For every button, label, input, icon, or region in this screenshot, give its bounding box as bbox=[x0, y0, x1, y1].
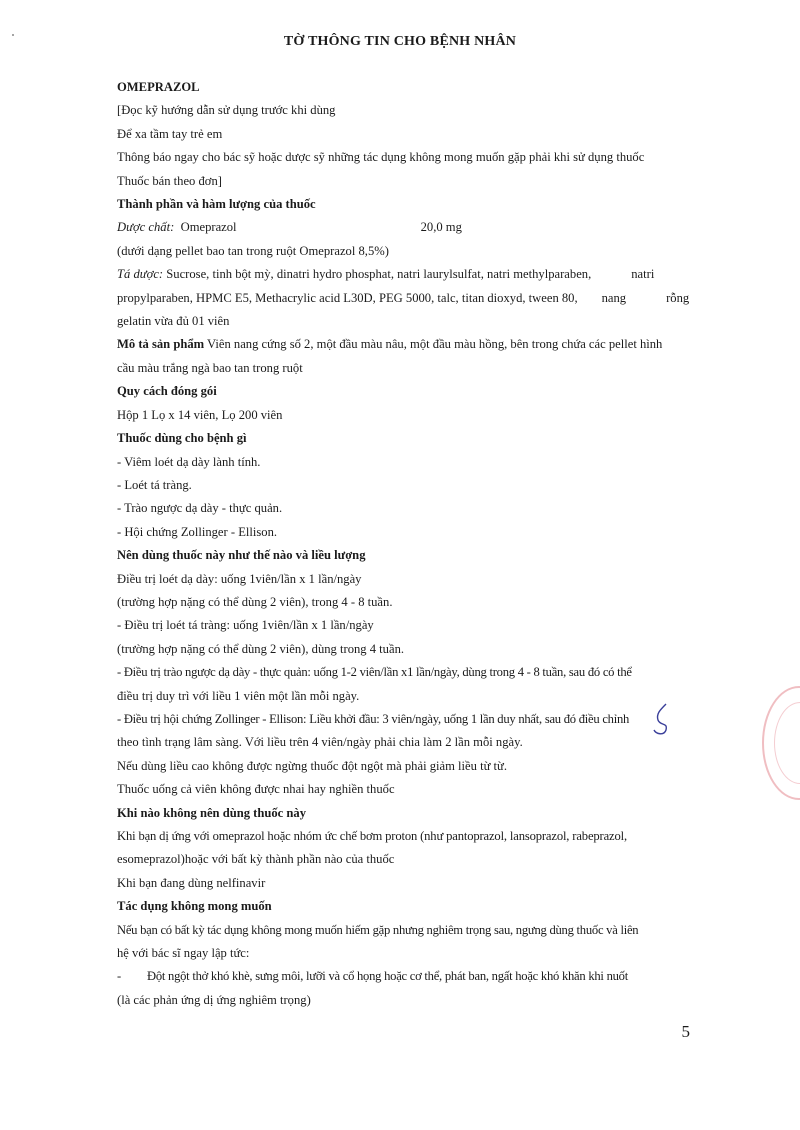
excipient-text: natri bbox=[631, 267, 655, 282]
description-text: Viên nang cứng số 2, một đầu màu nâu, một đầu màu hồng, bên trong chứa các pellet hình bbox=[207, 337, 663, 352]
side-effects-heading: Tác dụng không mong muốn bbox=[117, 899, 272, 914]
dosage-heading: Nên dùng thuốc này như thế nào và liều lượng bbox=[117, 548, 366, 563]
active-name: Omeprazol bbox=[180, 220, 237, 235]
list-item: - Hội chứng Zollinger - Ellison. bbox=[117, 524, 278, 539]
active-note: (dưới dạng pellet bao tan trong ruột Omeprazol 8,5%) bbox=[117, 243, 389, 258]
excipient-label: Tá dược: bbox=[117, 267, 164, 282]
side-effect-line: (là các phản ứng dị ứng nghiêm trọng) bbox=[117, 992, 311, 1007]
contraindication-line: esomeprazol)hoặc với bất kỳ thành phần nào của thuốc bbox=[117, 852, 395, 867]
dosage-line: Thuốc uống cả viên không được nhai hay nghiền thuốc bbox=[117, 782, 395, 797]
side-effect-text: Đột ngột thở khó khè, sưng môi, lưỡi và cổ họng hoặc cơ thể, phát ban, ngất hoặc khó khăn khi nuốt bbox=[147, 969, 628, 984]
active-ingredient-row bbox=[117, 216, 709, 239]
list-item: - Viêm loét dạ dày lành tính. bbox=[117, 454, 261, 469]
drug-name: OMEPRAZOL bbox=[117, 80, 200, 94]
indications-heading: Thuốc dùng cho bệnh gì bbox=[117, 431, 247, 446]
active-label: Dược chất: bbox=[117, 220, 175, 235]
dosage-line: theo tình trạng lâm sàng. Với liều trên 4 viên/ngày phải chia làm 2 lần mỗi ngày. bbox=[117, 735, 523, 750]
dosage-line: (trường hợp nặng có thể dùng 2 viên), dùng trong 4 tuần. bbox=[117, 641, 405, 656]
excipient-text: nang bbox=[601, 290, 627, 305]
page-number: 5 bbox=[681, 1022, 690, 1041]
warning-line: Để xa tầm tay trẻ em bbox=[117, 126, 223, 141]
dosage-line: - Điều trị trào ngược dạ dày - thực quản: uống 1-2 viên/lần x1 lần/ngày, dùng trong 4 - 8 tuần, sau đó có thể bbox=[117, 665, 632, 680]
packaging-text: Hộp 1 Lọ x 14 viên, Lọ 200 viên bbox=[117, 407, 283, 422]
excipient-text: Sucrose, tinh bột mỳ, dinatri hydro phosphat, natri laurylsulfat, natri methylparaben, bbox=[166, 267, 592, 282]
description-heading: Mô tả sản phẩm bbox=[117, 337, 205, 352]
active-amount: 20,0 mg bbox=[420, 220, 462, 235]
warning-line: [Đọc kỹ hướng dẫn sử dụng trước khi dùng bbox=[117, 103, 336, 118]
excipient-row bbox=[117, 263, 709, 286]
side-effect-line: hệ với bác sĩ ngay lập tức: bbox=[117, 946, 250, 961]
warning-line: Thông báo ngay cho bác sỹ hoặc dược sỹ những tác dụng không mong muốn gặp phải khi sử dụng thuốc bbox=[117, 150, 645, 165]
excipient-row bbox=[117, 287, 709, 310]
composition-heading: Thành phần và hàm lượng của thuốc bbox=[117, 197, 316, 212]
description-row bbox=[117, 333, 709, 356]
list-item: - Loét tá tràng. bbox=[117, 477, 192, 492]
warning-line: Thuốc bán theo đơn] bbox=[117, 173, 222, 188]
packaging-heading: Quy cách đóng gói bbox=[117, 384, 217, 399]
description-text: cầu màu trắng ngà bao tan trong ruột bbox=[117, 360, 303, 375]
contraindications-heading: Khi nào không nên dùng thuốc này bbox=[117, 805, 306, 820]
excipient-row: gelatin vừa đủ 01 viên bbox=[117, 314, 230, 329]
dosage-line: - Điều trị loét tá tràng: uống 1viên/lần x 1 lần/ngày bbox=[117, 618, 374, 633]
pen-mark-icon bbox=[648, 700, 678, 740]
dosage-line: (trường hợp nặng có thể dùng 2 viên), trong 4 - 8 tuần. bbox=[117, 594, 393, 609]
dosage-line: Điều trị loét dạ dày: uống 1viên/lần x 1 lần/ngày bbox=[117, 571, 362, 586]
side-effect-bullet bbox=[117, 965, 709, 988]
excipient-text: propylparaben, HPMC E5, Methacrylic acid L30D, PEG 5000, talc, titan dioxyd, tween 80, bbox=[117, 290, 578, 305]
dosage-line: điều trị duy trì với liều 1 viên một lần mỗi ngày. bbox=[117, 688, 360, 703]
document-body bbox=[117, 76, 709, 1012]
contraindication-line: Khi bạn dị ứng với omeprazol hoặc nhóm ức chế bơm proton (như pantoprazol, lansoprazol, rabeprazol, bbox=[117, 829, 627, 843]
contraindication-line: Khi bạn đang dùng nelfinavir bbox=[117, 875, 266, 890]
page-title: TỜ THÔNG TIN CHO BỆNH NHÂN bbox=[283, 34, 517, 49]
bullet-dash: - bbox=[117, 969, 121, 984]
list-item: - Trào ngược dạ dày - thực quản. bbox=[117, 501, 283, 516]
excipient-text: rỗng bbox=[666, 290, 690, 305]
side-effect-line: Nếu bạn có bất kỳ tác dụng không mong muốn hiếm gặp nhưng nghiêm trọng sau, ngưng dùng thuốc và liên bbox=[117, 922, 639, 937]
dosage-line: - Điều trị hội chứng Zollinger - Ellison: Liều khởi đầu: 3 viên/ngày, uống 1 lần duy nhất, sau đó điều chỉnh bbox=[117, 711, 630, 726]
dosage-line: Nếu dùng liều cao không được ngừng thuốc đột ngột mà phải giảm liều từ từ. bbox=[117, 758, 508, 773]
